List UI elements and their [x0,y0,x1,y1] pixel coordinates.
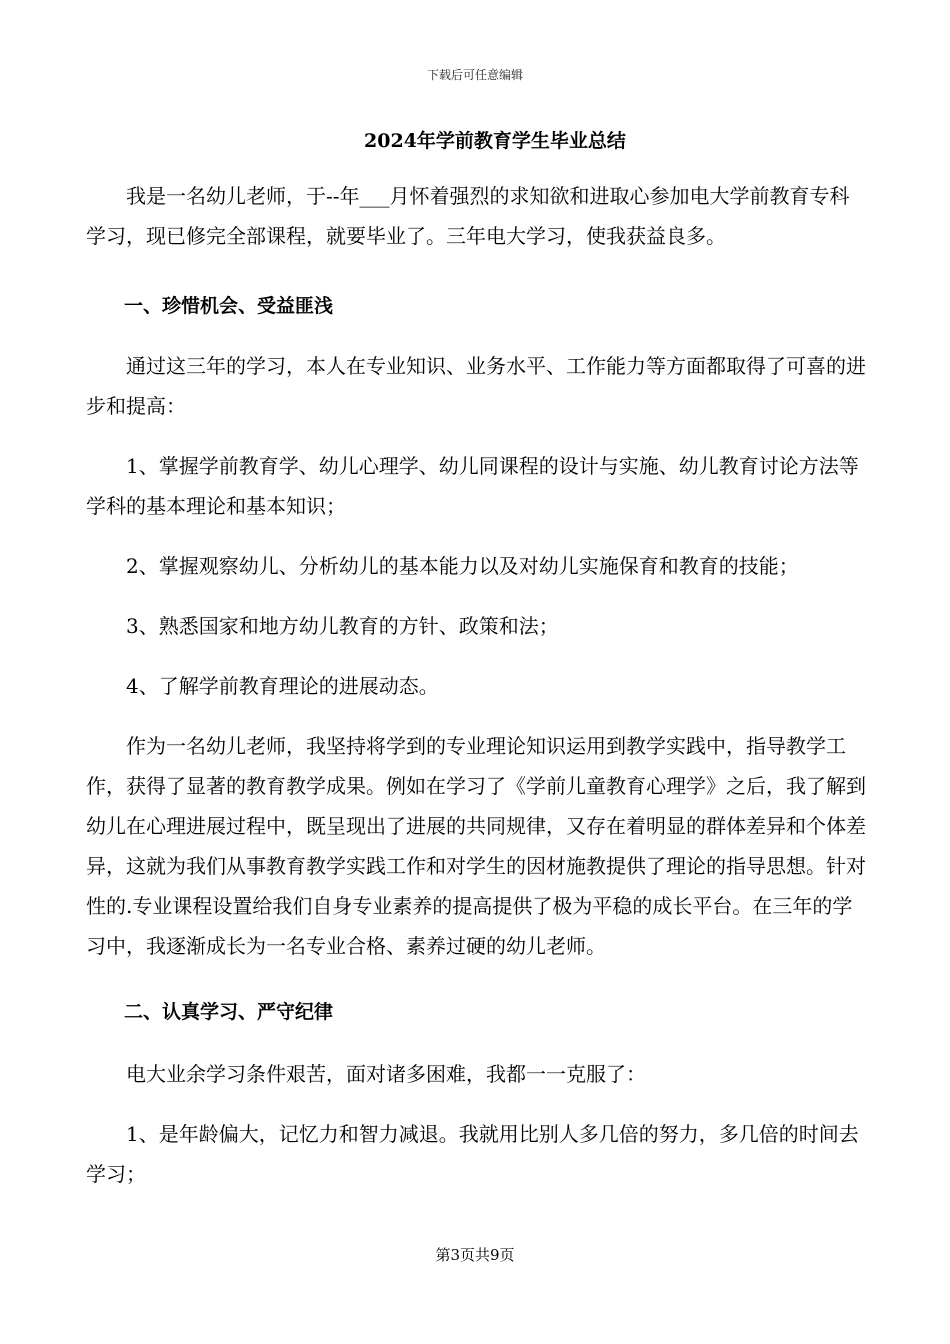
document-title: 2024年学前教育学生毕业总结 [364,130,626,152]
section-heading-2: 二、认真学习、严守纪律 [124,1001,334,1023]
list-item-5: 1、是年龄偏大，记忆力和智力减退。我就用比别人多几倍的努力，多几倍的时间去学习； [86,1122,859,1186]
paragraph-3: 电大业余学习条件艰苦，面对诸多困难，我都一一克服了： [126,1062,646,1086]
intro-paragraph: 我是一名幼儿老师，于--年___月怀着强烈的求知欲和进取心参加电大学前教育专科学习，现已修完全部课程，就要毕业了。三年电大学习，使我获益良多。 [86,184,850,248]
section-heading-1: 一、珍惜机会、受益匪浅 [124,295,334,317]
list-item-1: 1、掌握学前教育学、幼儿心理学、幼儿同课程的设计与实施、幼儿教育讨论方法等学科的基本理论和基本知识； [86,454,859,518]
list-item-2: 2、掌握观察幼儿、分析幼儿的基本能力以及对幼儿实施保育和教育的技能； [126,554,799,578]
paragraph-2: 作为一名幼儿老师，我坚持将学到的专业理论知识运用到教学实践中，指导教学工作，获得了显著的教育教学成果。例如在学习了《学前儿童教育心理学》之后，我了解到幼儿在心理进展过程中，既呈现出了进展的共同规律，又存在着明显的群体差异和个体差异，这就为我们从事教育教学实践工作和对学生的因材施教提供了理论的指导思想。针对性的.专业课程设置给我们自身专业素养的提高提供了极为平稳的成长平台。在三年的学习中，我逐渐成长为一名专业合格、素养过硬的幼儿老师。 [86,734,866,958]
paragraph-1: 通过这三年的学习，本人在专业知识、业务水平、工作能力等方面都取得了可喜的进步和提高： [86,354,866,418]
list-item-3: 3、熟悉国家和地方幼儿教育的方针、政策和法； [126,614,559,638]
document-body [86,176,866,1194]
page-footer: 第3页共9页 [435,1246,515,1264]
page-header-note: 下载后可任意编辑 [426,68,523,82]
list-item-4: 4、了解学前教育理论的进展动态。 [126,674,439,698]
